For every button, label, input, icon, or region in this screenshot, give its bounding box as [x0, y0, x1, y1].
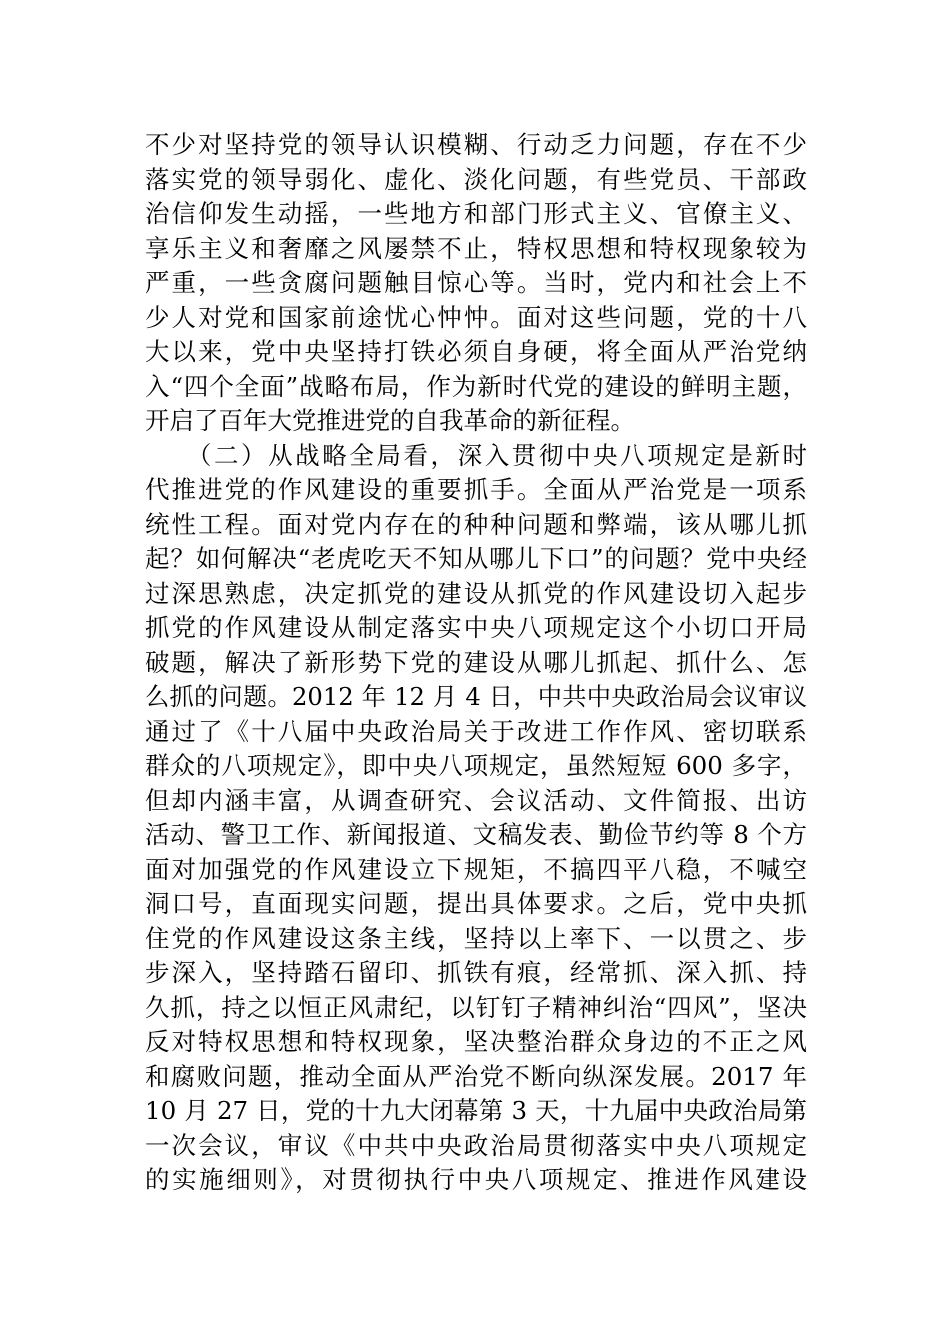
- text-line: 反对特权思想和特权现象，坚决整治群众身边的不正之风: [145, 1027, 807, 1056]
- text-line: 开启了百年大党推进党的自我革命的新征程。: [145, 406, 635, 435]
- text-line: 抓党的作风建设从制定落实中央八项规定这个小切口开局: [145, 613, 807, 642]
- text-line: 起？如何解决“老虎吃天不知从哪儿下口”的问题？党中央经: [145, 544, 807, 573]
- text-line: 群众的八项规定》，即中央八项规定，虽然短短 600 多字，: [145, 751, 807, 780]
- text-line: 和腐败问题，推动全面从严治党不断向纵深发展。2017 年: [145, 1061, 807, 1091]
- text-line: 统性工程。面对党内存在的种种问题和弊端，该从哪儿抓: [145, 509, 807, 539]
- text-line: 面对加强党的作风建设立下规矩，不搞四平八稳，不喊空: [145, 854, 807, 884]
- text-line: 治信仰发生动摇，一些地方和部门形式主义、官僚主义、: [145, 199, 807, 228]
- text-line: 步深入，坚持踏石留印、抓铁有痕，经常抓、深入抓、持: [145, 958, 807, 987]
- text-line: 不少对坚持党的领导认识模糊、行动乏力问题，存在不少: [145, 130, 807, 159]
- text-line: 代推进党的作风建设的重要抓手。全面从严治党是一项系: [145, 475, 807, 504]
- text-line: 10 月 27 日，党的十九大闭幕第 3 天，十九届中央政治局第: [145, 1096, 807, 1125]
- text-line: 久抓，持之以恒正风肃纪，以钉钉子精神纠治“四风”，坚决: [145, 992, 807, 1022]
- text-line: 破题，解决了新形势下党的建设从哪儿抓起、抓什么、怎: [145, 647, 807, 677]
- text-line: 少人对党和国家前途忧心忡忡。面对这些问题，党的十八: [145, 302, 807, 332]
- text-line: 通过了《十八届中央政治局关于改进工作作风、密切联系: [145, 716, 807, 746]
- body-text: [145, 128, 807, 1198]
- text-line: 活动、警卫工作、新闻报道、文稿发表、勤俭节约等 8 个方: [145, 820, 807, 849]
- text-line: 洞口号，直面现实问题，提出具体要求。之后，党中央抓: [145, 889, 807, 918]
- text-line: 大以来，党中央坚持打铁必须自身硬，将全面从严治党纳: [145, 337, 807, 366]
- text-line: 入“四个全面”战略布局，作为新时代党的建设的鲜明主题，: [145, 371, 807, 401]
- text-line: 住党的作风建设这条主线，坚持以上率下、一以贯之、步: [145, 923, 807, 953]
- text-line: 落实党的领导弱化、虚化、淡化问题，有些党员、干部政: [145, 164, 807, 194]
- text-line: 但却内涵丰富，从调查研究、会议活动、文件简报、出访: [145, 785, 807, 815]
- text-line: 过深思熟虑，决定抓党的建设从抓党的作风建设切入起步: [145, 578, 807, 608]
- text-line: （二）从战略全局看，深入贯彻中央八项规定是新时: [145, 440, 807, 470]
- text-line: 严重，一些贪腐问题触目惊心等。当时，党内和社会上不: [145, 268, 807, 297]
- text-line: 一次会议，审议《中共中央政治局贯彻落实中央八项规定: [145, 1130, 807, 1160]
- text-line: 享乐主义和奢靡之风屡禁不止，特权思想和特权现象较为: [145, 233, 807, 263]
- text-line: 的实施细则》，对贯彻执行中央八项规定、推进作风建设: [145, 1165, 807, 1194]
- text-line: 么抓的问题。2012 年 12 月 4 日，中共中央政治局会议审议: [145, 682, 807, 711]
